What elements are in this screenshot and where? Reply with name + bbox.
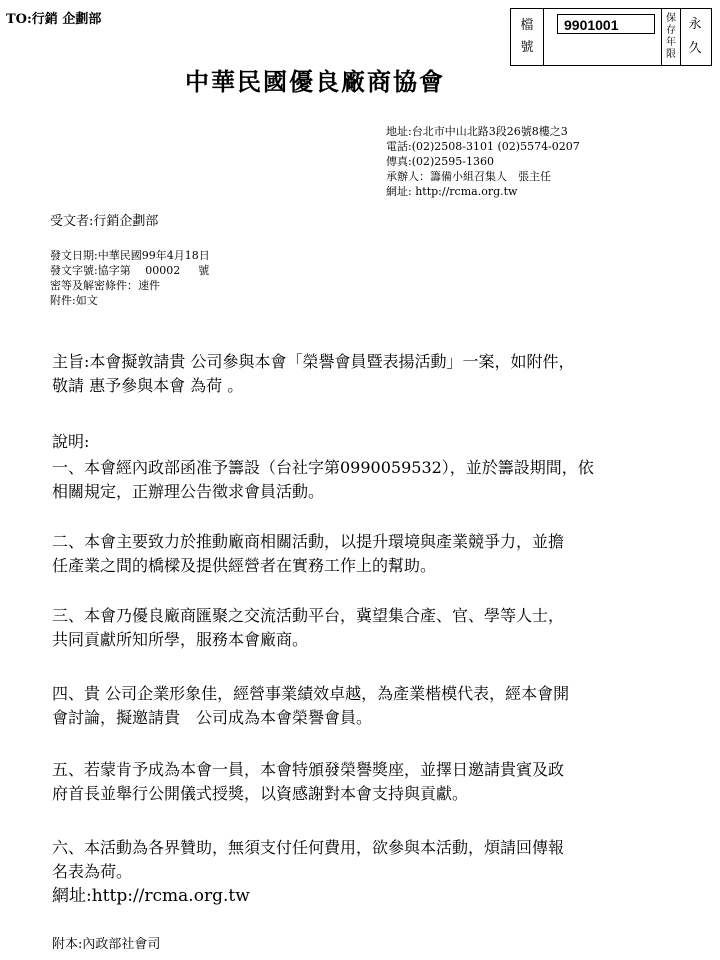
- contact-block: [386, 124, 580, 199]
- attachment-note: 附件:如文: [50, 294, 98, 307]
- item-line: 二、本會主要致力於推動廠商相關活動，以提升環境與產業競爭力，並擔: [52, 532, 565, 551]
- subject-line-2: 敬請 惠予參與本會 為荷 。: [52, 376, 244, 395]
- explain-item-3: [52, 604, 672, 652]
- item-line: 六、本活動為各界贊助，無須支付任何費用，欲參與本活動，煩請回傳報: [52, 838, 565, 857]
- item-line: 府首長並舉行公開儀式授獎，以資感謝對本會支持與貢獻。: [52, 784, 469, 803]
- cc-line: 附本:內政部社會司: [52, 937, 161, 952]
- org-title-text: 中華民國優良廠商協會: [185, 67, 445, 96]
- item-line: 名表為荷。: [52, 862, 133, 881]
- item-line: 一、本會經內政部函准予籌設（台社字第0990059532），並於籌設期間，依: [52, 458, 594, 477]
- retention-label-char-4: 限: [666, 49, 676, 60]
- archive-label: [511, 9, 544, 65]
- retention-label-char-3: 年: [666, 37, 676, 48]
- explain-item-5: [52, 758, 672, 806]
- explain-item-4: [52, 682, 672, 730]
- item-line: 共同貢獻所知所學，服務本會廠商。: [52, 630, 309, 649]
- contact-website: 網址: http://rcma.org.tw: [386, 185, 518, 198]
- doc-number: 發文字號:協字第 00002 號: [50, 264, 210, 277]
- item-line: 任產業之間的橋樑及提供經營者在實務工作上的幫助。: [52, 556, 437, 575]
- website-line: 網址:http://rcma.org.tw: [52, 886, 250, 906]
- contact-phone: 電話:(02)2508-3101 (02)5574-0207: [386, 140, 580, 153]
- retention-value-char-1: 永: [688, 17, 702, 32]
- retention-value: [683, 15, 707, 59]
- item-line: 三、本會乃優良廠商匯聚之交流活動平台，冀望集合產、官、學等人士，: [52, 606, 565, 625]
- explain-item-1: [52, 456, 672, 504]
- explain-label: [52, 430, 672, 454]
- retention-value-char-2: 久: [688, 41, 702, 56]
- archive-label-char-1: 檔: [520, 18, 534, 33]
- subject-line-1: 主旨:本會擬敦請貴 公司參與本會「榮譽會員暨表揚活動」一案，如附件，: [52, 352, 575, 371]
- recipient: 受文者:行銷企劃部: [50, 214, 159, 229]
- classification: 密等及解密條件：速件: [50, 279, 160, 292]
- to-line: TO:行銷 企劃部: [6, 12, 102, 27]
- retention-label-char-2: 存: [666, 25, 676, 36]
- meta-block: [50, 248, 210, 308]
- contact-handler: 承辦人：籌備小組召集人 張主任: [386, 170, 551, 183]
- explain-item-6: [52, 836, 672, 884]
- archive-label-char-2: 號: [520, 40, 534, 55]
- retention-label-char-1: 保: [666, 13, 676, 24]
- item-line: 會討論，擬邀請貴 公司成為本會榮譽會員。: [52, 708, 373, 727]
- item-line: 相關規定，正辦理公告徵求會員活動。: [52, 482, 325, 501]
- archive-number: 9901001: [557, 14, 655, 34]
- archive-box: [510, 8, 712, 66]
- retention-label: [661, 9, 681, 65]
- explain-item-2: [52, 530, 672, 578]
- item-line: 四、貴 公司企業形象佳，經營事業績效卓越，為產業楷模代表，經本會開: [52, 684, 570, 703]
- org-title: [0, 62, 720, 97]
- issue-date: 發文日期:中華民國99年4月18日: [50, 249, 210, 262]
- contact-address: 地址:台北市中山北路3段26號8樓之3: [386, 125, 568, 138]
- contact-fax: 傳真:(02)2595-1360: [386, 155, 494, 168]
- item-line: 五、若蒙肯予成為本會一員，本會特頒發榮譽獎座，並擇日邀請貴賓及政: [52, 760, 565, 779]
- subject: [52, 350, 672, 398]
- explain-label-text: 說明:: [52, 432, 90, 451]
